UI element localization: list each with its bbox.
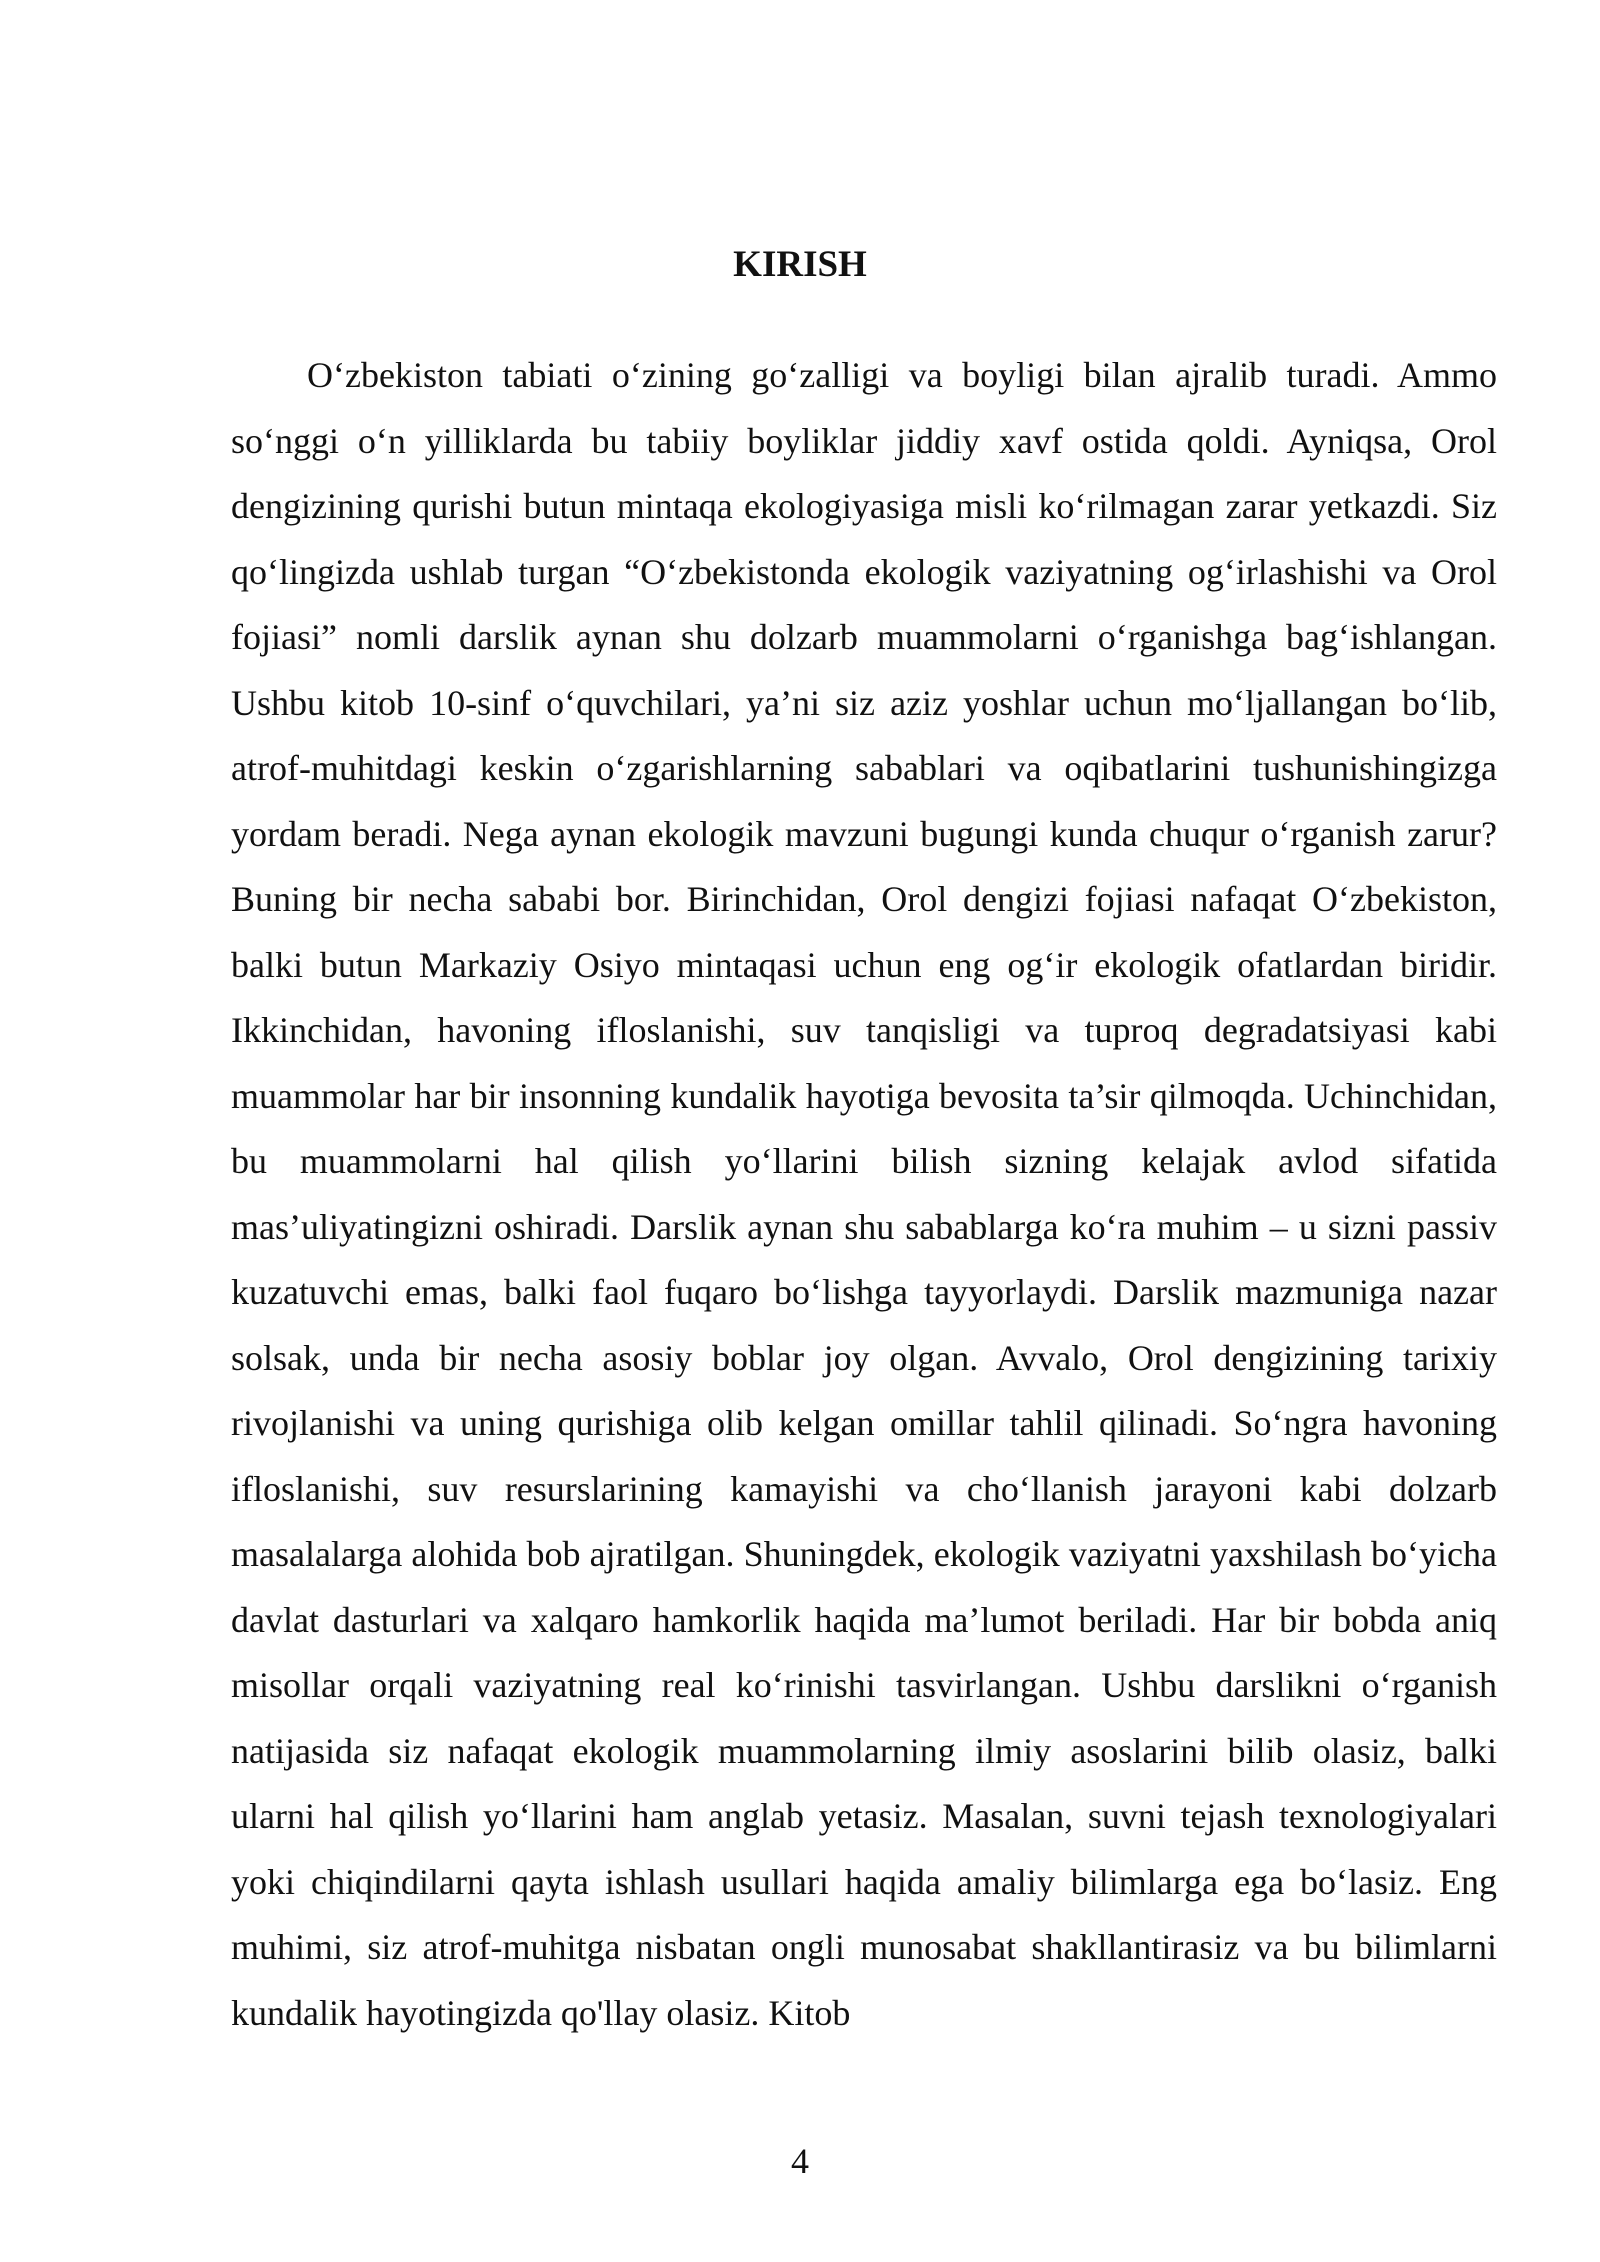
page-title: KIRISH xyxy=(733,243,867,285)
page-number: 4 xyxy=(791,2141,809,2181)
body-paragraph: O‘zbekiston tabiati o‘zining go‘zalligi va boyligi bilan ajralib turadi. Ammo so‘nggi o‘n yilliklarda bu tabiiy boyliklar jiddiy xavf ostida qoldi. Ayniqsa, Orol dengizining qurishi butun mintaqa ekologiyasiga misli ko‘rilmagan zarar yetkazdi. Siz qo‘lingizda ushlab turgan “O‘zbekistonda ekologik vaziyatning og‘irlashishi va Orol fojiasi” nomli darslik aynan shu dolzarb muammolarni o‘rganishga bag‘ishlangan. Ushbu kitob 10-sinf o‘quvchilari, ya’ni siz aziz yoshlar uchun mo‘ljallangan bo‘lib, atrof-muhitdagi keskin o‘zgarishlarning sabablari va oqibatlarini tushunishingizga yordam beradi. Nega aynan ekologik mavzuni bugungi kunda chuqur o‘rganish zarur? Buning bir necha sababi bor. Birinchidan, Orol dengizi fojiasi nafaqat O‘zbekiston, balki butun Markaziy Osiyo mintaqasi uchun eng og‘ir ekologik ofatlardan biridir. Ikkinchidan, havoning ifloslanishi, suv tanqisligi va tuproq degradatsiyasi kabi muammolar har bir insonning kundalik hayotiga bevosita ta’sir qilmoqda. Uchinchidan, bu muammolarni hal qilish yo‘llarini bilish sizning kelajak avlod sifatida mas’uliyatingizni oshiradi. Darslik aynan shu sabablarga ko‘ra muhim – u sizni passiv kuzatuvchi emas, balki faol fuqaro bo‘lishga tayyorlaydi. Darslik mazmuniga nazar solsak, unda bir necha asosiy boblar joy olgan. Avvalo, Orol dengizining tarixiy rivojlanishi va uning qurishiga olib kelgan omillar tahlil qilinadi. So‘ngra havoning ifloslanishi, suv resurslarining kamayishi va cho‘llanish jarayoni kabi dolzarb masalalarga alohida bob ajratilgan. Shuningdek, ekologik vaziyatni yaxshilash bo‘yicha davlat dasturlari va xalqaro hamkorlik haqida ma’lumot beriladi. Har bir bobda aniq misollar orqali vaziyatning real ko‘rinishi tasvirlangan. Ushbu darslikni o‘rganish natijasida siz nafaqat ekologik muammolarning ilmiy asoslarini bilib olasiz, balki ularni hal qilish yo‘llarini ham anglab yetasiz. Masalan, suvni tejash texnologiyalari yoki chiqindilarni qayta ishlash usullari haqida amaliy bilimlarga ega bo‘lasiz. Eng muhimi, siz atrof-muhitga nisbatan ongli munosabat shakllantirasiz va bu bilimlarni kundalik hayotingizda qo'llay olasiz. Kitob xyxy=(231,355,1497,2033)
